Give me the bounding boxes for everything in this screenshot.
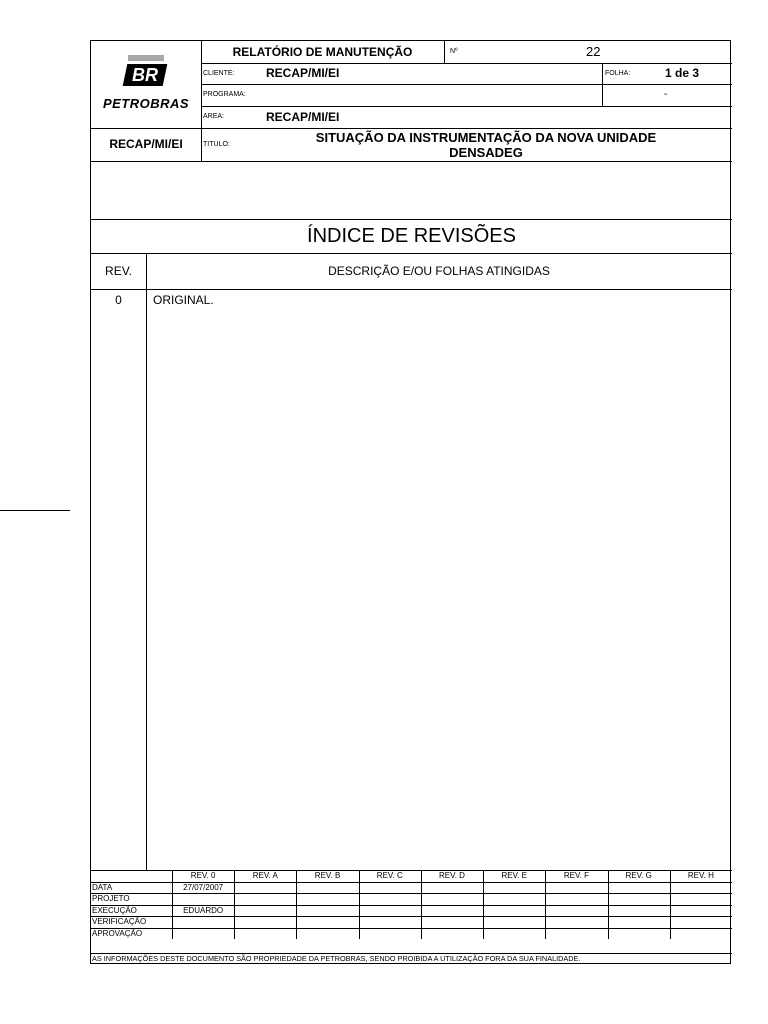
rev-cell [234,905,296,917]
rev-cell [359,882,421,894]
rev-cell [608,928,670,940]
rev-col-header: REV. H [687,871,714,880]
col-rev-header: REV. [105,264,132,278]
rev-cell [234,916,296,928]
brand-mark: BR [132,65,158,85]
rev-cell [483,916,545,928]
rev-cell [296,928,358,940]
rev-cell [421,928,483,940]
rev-cell [608,893,670,905]
rev-cell [359,916,421,928]
folha-extra: - [664,89,668,100]
rev-row-label: PROJETO [92,894,130,903]
rev-cell [421,905,483,917]
brand-name: PETROBRAS [102,96,190,111]
rev-cell [359,893,421,905]
rev-cell [296,905,358,917]
rev-cell [670,928,732,940]
index-row-desc: ORIGINAL. [153,293,214,307]
rev-cell: 27/07/2007 [183,882,224,892]
rev-cell [296,916,358,928]
col-desc-header: DESCRIÇÃO E/OU FOLHAS ATINGIDAS [328,264,550,278]
index-row-rev: 0 [115,293,122,307]
margin-line [0,510,70,511]
rev-cell [483,882,545,894]
rev-cell [608,905,670,917]
rev-cell [421,916,483,928]
rev-cell [359,905,421,917]
rev-cell [670,916,732,928]
org-unit: RECAP/MI/EI [109,137,183,151]
rev-cell [545,882,607,894]
area-value: RECAP/MI/EI [266,110,340,124]
rev-col-header: REV. E [501,871,527,880]
rev-row-label: VERIFICAÇÃO [92,917,147,926]
rev-col-header: REV. C [376,871,403,880]
rev-cell [545,916,607,928]
rev-row-label: DATA [92,882,113,892]
document-frame [90,40,731,964]
document-title [241,128,731,161]
rev-cell [234,928,296,940]
titulo-label: TITULO: [203,141,230,148]
rev-cell [483,893,545,905]
doc-type: RELATÓRIO DE MANUTENÇÃO [232,45,413,59]
rev-cell [483,905,545,917]
rev-col-header: REV. G [625,871,652,880]
cliente-value: RECAP/MI/EI [266,66,340,80]
rev-col-header: REV. B [314,871,341,880]
rev-cell: EDUARDO [183,905,224,915]
rev-col-header: REV. 0 [190,871,216,880]
rev-cell [670,893,732,905]
document-number: 22 [586,44,601,59]
rev-col-header: REV. D [439,871,465,880]
rev-cell [234,893,296,905]
rev-row-label: APROVAÇÃO [92,928,143,938]
rev-cell [483,928,545,940]
rev-cell [172,928,234,940]
petrobras-logo [91,41,201,128]
rev-cell [545,928,607,940]
folha-value: 1 de 3 [665,66,700,80]
rev-cell [545,893,607,905]
rev-cell [172,916,234,928]
number-label: Nº [450,48,458,55]
programa-label: PROGRAMA: [203,91,246,98]
footer-notice: AS INFORMAÇÕES DESTE DOCUMENTO SÃO PROPRIEDADE DA PETROBRAS, SENDO PROIBIDA A UTILIZAÇÃO FORA DA SUA FINALIDADE. [92,954,581,963]
programa-value [266,84,466,106]
cliente-label: CLIENTE: [203,70,235,77]
rev-cell [545,905,607,917]
rev-col-header: REV. F [563,871,589,880]
index-title: ÍNDICE DE REVISÕES [307,225,516,247]
area-label: AREA: [203,113,225,120]
rev-cell [172,893,234,905]
rev-cell [670,882,732,894]
rev-cell [670,905,732,917]
rev-cell [296,893,358,905]
rev-row-label: EXECUÇÃO [92,905,137,915]
rev-cell [296,882,358,894]
rev-cell [234,882,296,894]
rev-cell [608,882,670,894]
title-line-2: DENSADEG [449,145,523,160]
rev-cell [359,928,421,940]
rev-cell [421,882,483,894]
rev-cell [421,893,483,905]
folha-label: FOLHA: [605,70,631,77]
title-line-1: SITUAÇÃO DA INSTRUMENTAÇÃO DA NOVA UNIDADE [315,130,657,145]
rev-cell [608,916,670,928]
rev-col-header: REV. A [252,871,278,880]
